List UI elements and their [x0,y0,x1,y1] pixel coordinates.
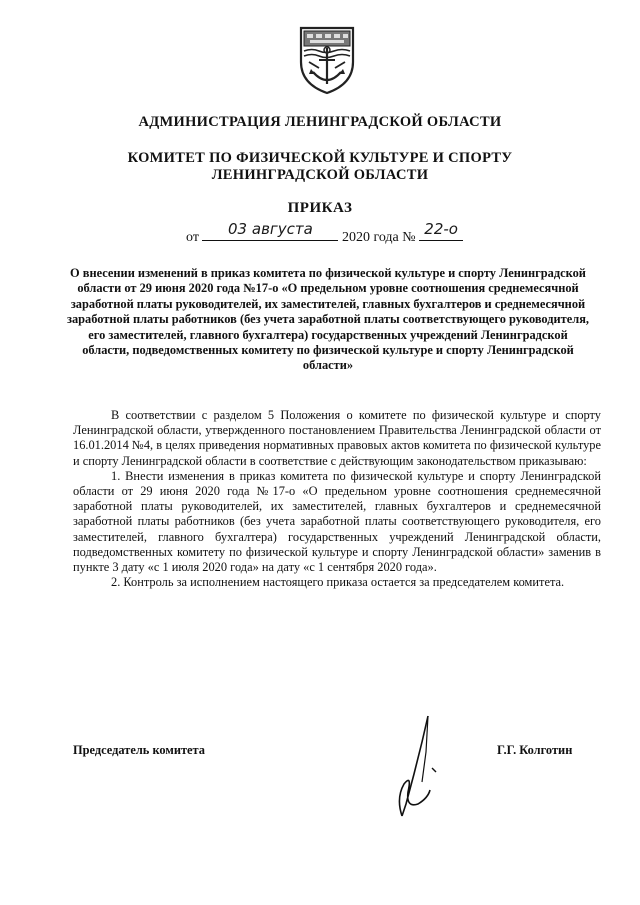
signatory-role: Председатель комитета [73,743,205,757]
body-item-2: 2. Контроль за исполнением настоящего приказа остается за председателем комитета. [111,575,565,590]
committee-heading [0,150,640,184]
number-field [419,220,463,241]
number-handwritten: 22-о [424,220,458,238]
date-handwritten: 03 августа [228,220,313,238]
body-item-1: 1. Внести изменения в приказ комитета по физической культуре и спорту Ленинградской области от 29 июня 2020 года №17-о «О предельном уровне соотношения среднемесячной заработной платы руководителей, их заместителей, главных бухгалтеров и среднемесячной заработной платы работников (без учета заработной платы соответствующего руководителя, его заместителей, главного бухгалтера) государственных учреждений Ленинградской области, подведомственных комитету по физической культуре и спорту Ленинградской области» заменив в пункте 3 дату «с 1 июля 2020 года» на дату «с 1 сентября 2020 года». [73,468,601,575]
date-prefix: от [186,230,199,245]
document-type: ПРИКАЗ [287,200,353,216]
date-field [202,220,338,241]
committee-heading-line2: ЛЕНИНГРАДСКОЙ ОБЛАСТИ [211,167,429,183]
signatory-name: Г.Г. Колготин [497,743,573,757]
leningrad-oblast-coat-of-arms-icon [297,24,357,96]
administration-heading: АДМИНИСТРАЦИЯ ЛЕНИНГРАДСКОЙ ОБЛАСТИ [138,114,502,130]
year-text: 2020 года № [341,230,416,245]
body-preamble: В соответствии с разделом 5 Положения о комитете по физической культуре и спорту Ленинградской области, утвержденного постановлением Правительства Ленинградской области от 16.01.2014 №4, в целях приведения нормативных правовых актов комитета по физической культуре и спорту Ленинградской области в соответствие с действующим законодательством приказываю: [73,408,601,468]
document-title: О внесении изменений в приказ комитета по физической культуре и спорту Ленинградской области от 29 июня 2020 года №17-о «О предельном уровне соотношения среднемесячной заработной платы руководителей, их заместителей, главных бухгалтеров и среднемесячной заработной платы работников (без учета заработной платы соответствующего руководителя, его заместителей, главного бухгалтера) государственных учреждений Ленинградской области, подведомственных комитету по физической культуре и спорту Ленинградской области» [66,266,590,373]
document-body [73,408,601,590]
date-line [186,220,463,246]
committee-heading-line1: КОМИТЕТ ПО ФИЗИЧЕСКОЙ КУЛЬТУРЕ И СПОРТУ [127,150,513,166]
handwritten-signature [388,712,448,822]
